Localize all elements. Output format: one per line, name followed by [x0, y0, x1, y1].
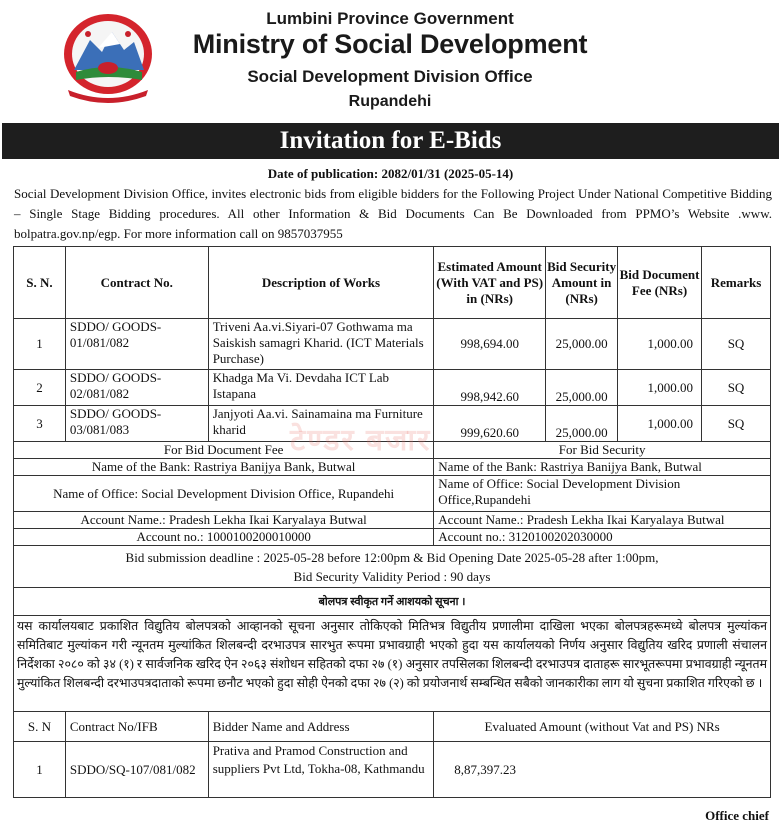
page-title: Invitation for E-Bids [2, 123, 779, 159]
awardee-header-contract: Contract No/IFB [65, 712, 208, 742]
notice-title: बोलपत्र स्वीकृत गर्ने आशयको सूचना । [14, 588, 771, 616]
awardee-row [14, 742, 771, 798]
row-doc-fee: 1,000.00 [618, 406, 702, 442]
submission-deadline: Bid submission deadline : 2025-05-28 before 12:00pm & Bid Opening Date 2025-05-28 after 1:00pm, [125, 549, 659, 565]
watermark: टेण्डर बजार [290, 424, 432, 457]
row-contract: SDDO/ GOODS-02/081/082 [65, 370, 208, 406]
awardee-header-sn: S. N [14, 712, 66, 742]
row-estimated: 999,620.60 [434, 406, 546, 442]
header-remarks: Remarks [702, 247, 771, 319]
row-estimated: 998,694.00 [434, 319, 546, 370]
publication-date: Date of publication: 2082/01/31 (2025-05-14) [267, 166, 514, 181]
row-security: 25,000.00 [546, 319, 618, 370]
notice-text-row [14, 616, 771, 712]
awardee-header-bidder: Bidder Name and Address [208, 712, 434, 742]
security-account-no: Account no.: 3120100202030000 [434, 529, 771, 546]
row-remarks: SQ [702, 319, 771, 370]
row-description: Triveni Aa.vi.Siyari-07 Gothwama ma Saiskish samagri Kharid. (ICT Materials Purchase) [208, 319, 434, 370]
district-name: Rupandehi [348, 93, 432, 110]
row-sn: 1 [14, 319, 66, 370]
row-description: Khadga Ma Vi. Devdaha ICT Lab Istapana [208, 370, 434, 406]
row-remarks: SQ [702, 406, 771, 442]
awardee-sn: 1 [14, 742, 66, 798]
signature: Office chief [705, 808, 769, 823]
fee-heading: For Bid Document Fee [14, 442, 434, 459]
awardee-contract: SDDO/SQ-107/081/082 [65, 742, 208, 798]
row-sn: 3 [14, 406, 66, 442]
security-account-name: Account Name.: Pradesh Lekha Ikai Karyalaya Butwal [434, 512, 771, 529]
fee-account-name: Account Name.: Pradesh Lekha Ikai Karyalaya Butwal [14, 512, 434, 529]
header-sn: S. N. [14, 247, 66, 319]
row-description: Janjyoti Aa.vi. Sainamaina ma Furniture kharid [208, 406, 434, 442]
row-contract: SDDO/ GOODS-03/081/083 [65, 406, 208, 442]
division-name: Social Development Division Office [247, 67, 533, 86]
header-security: Bid Security Amount in (NRs) [546, 247, 618, 319]
row-estimated: 998,942.60 [434, 370, 546, 406]
office-row [14, 476, 771, 512]
awardee-header-amount: Evaluated Amount (without Vat and PS) NRs [434, 712, 771, 742]
header-contract: Contract No. [65, 247, 208, 319]
nepal-emblem-icon [58, 10, 158, 105]
awardee-header-row [14, 712, 771, 742]
row-doc-fee: 1,000.00 [618, 370, 702, 406]
security-office: Name of Office: Social Development Division Office,Rupandehi [434, 476, 771, 512]
fee-office: Name of Office: Social Development Division Office, Rupandehi [14, 476, 434, 512]
account-name-row [14, 512, 771, 529]
notice-text: यस कार्यालयबाट प्रकाशित विद्युतिय बोलपत्रको आव्हानको सूचना अनुसार तोकिएको मितिभत्र विद्युतीय प्रणालीमा दाखिला भएका बोलपत्रहरूमध्ये बोलपत्र मुल्यांकन समितिबाट मुल्यांकन गरी न्यूनतम मुल्यांकित शिलबन्दी दरभाउपत्र सारभुत रूपमा प्रभावग्राही भएको हुदा यस कार्यालयको निर्णय अनुसार विद्युतिय खरिद प्रणाली संचालन निर्देशका २०८० को ३४ (१) र सार्वजनिक खरिद ऐन २०६३ संशोधन सहितको दफा २७ (१) अनुसार तपसिलका शिलबन्दी दरभाउपत्र दाताहरू सारभूतरूपमा प्रभावग्राही न्यूनतम मुल्यांकित शिलबन्दी दरभाउपत्रदाताको रूपमा छनौट भएको हुदा सोही ऐनको दफा २७ (२) को प्रयोजनार्थ सम्बन्धित सबैको जानकारीका लाग यो सुचना प्रकाशित गरिएको छ । [14, 616, 771, 712]
row-remarks: SQ [702, 370, 771, 406]
row-security: 25,000.00 [546, 370, 618, 406]
account-no-row [14, 529, 771, 546]
row-doc-fee: 1,000.00 [618, 319, 702, 370]
awardee-amount: 8,87,397.23 [434, 742, 771, 798]
ministry-name: Ministry of Social Development [192, 29, 588, 59]
fee-bank: Name of the Bank: Rastriya Banijya Bank, Butwal [14, 459, 434, 476]
table-row [14, 370, 771, 406]
awardee-bidder: Prativa and Pramod Construction and suppliers Pvt Ltd, Tokha-08, Kathmandu [208, 742, 434, 798]
row-sn: 2 [14, 370, 66, 406]
table-header-row [14, 247, 771, 319]
fee-account-no: Account no.: 1000100200010000 [14, 529, 434, 546]
intro-paragraph: Social Development Division Office, invites electronic bids from eligible bidders for the Following Project Under National Competitive Bidding – Single Stage Bidding procedures. All other Information & Bid Documents Can Be Downloaded from PPMO’s Website .www. bolpatra.gov.np/egp. For more information call on 9857037955 [14, 186, 772, 241]
deadline-row [14, 546, 771, 588]
deadline-cell [14, 546, 771, 588]
table-row [14, 319, 771, 370]
bank-row [14, 459, 771, 476]
header-doc-fee: Bid Document Fee (NRs) [618, 247, 702, 319]
row-contract: SDDO/ GOODS-01/081/082 [65, 319, 208, 370]
government-name: Lumbini Province Government [266, 9, 514, 28]
row-security: 25,000.00 [546, 406, 618, 442]
notice-title-row [14, 588, 771, 616]
security-bank: Name of the Bank: Rastriya Banijya Bank, Butwal [434, 459, 771, 476]
security-validity: Bid Security Validity Period : 90 days [293, 568, 491, 584]
security-heading: For Bid Security [434, 442, 771, 459]
header-estimated: Estimated Amount (With VAT and PS) in (NRs) [434, 247, 546, 319]
header-description: Description of Works [208, 247, 434, 319]
bids-table [13, 246, 771, 798]
